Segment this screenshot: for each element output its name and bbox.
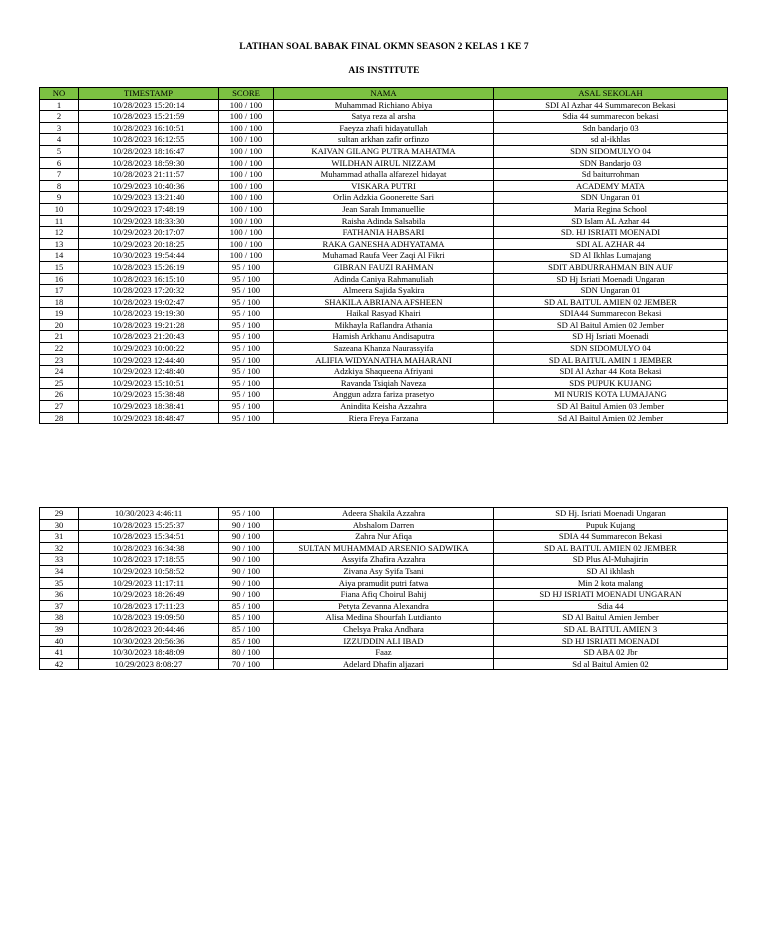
cell-timestamp: 10/28/2023 18:16:47 bbox=[79, 145, 219, 157]
cell-nama: Anindita Keisha Azzahra bbox=[274, 401, 494, 413]
table-row bbox=[40, 589, 728, 601]
cell-timestamp: 10/28/2023 17:20:32 bbox=[79, 285, 219, 297]
table-row bbox=[40, 169, 728, 181]
cell-no: 5 bbox=[40, 145, 79, 157]
cell-no: 7 bbox=[40, 169, 79, 181]
cell-score: 95 / 100 bbox=[219, 377, 274, 389]
table-row bbox=[40, 647, 728, 659]
cell-no: 2 bbox=[40, 111, 79, 123]
cell-asal-sekolah: SDN Bandarjo 03 bbox=[494, 157, 728, 169]
table-row bbox=[40, 261, 728, 273]
cell-no: 33 bbox=[40, 554, 79, 566]
cell-asal-sekolah: SD Al Baitul Amien Jember bbox=[494, 612, 728, 624]
cell-no: 9 bbox=[40, 192, 79, 204]
cell-score: 95 / 100 bbox=[219, 261, 274, 273]
cell-nama: IZZUDDIN ALI IBAD bbox=[274, 635, 494, 647]
cell-asal-sekolah: SDI Al Azhar 44 Kota Bekasi bbox=[494, 366, 728, 378]
cell-no: 15 bbox=[40, 261, 79, 273]
cell-timestamp: 10/29/2023 18:48:47 bbox=[79, 412, 219, 424]
cell-asal-sekolah: SD Plus Al-Muhajirin bbox=[494, 554, 728, 566]
cell-nama: Muhammad athalla alfarezel hidayat bbox=[274, 169, 494, 181]
table-row bbox=[40, 122, 728, 134]
cell-no: 35 bbox=[40, 577, 79, 589]
table-row bbox=[40, 145, 728, 157]
cell-asal-sekolah: Sd al Baitul Amien 02 bbox=[494, 658, 728, 670]
cell-nama: FATHANIA HABSARI bbox=[274, 227, 494, 239]
cell-timestamp: 10/29/2023 18:33:30 bbox=[79, 215, 219, 227]
cell-score: 100 / 100 bbox=[219, 145, 274, 157]
cell-score: 95 / 100 bbox=[219, 296, 274, 308]
cell-nama: Petyta Zevanna Alexandra bbox=[274, 600, 494, 612]
cell-nama: sultan arkhan zafir orfinzo bbox=[274, 134, 494, 146]
cell-score: 95 / 100 bbox=[219, 308, 274, 320]
cell-score: 90 / 100 bbox=[219, 589, 274, 601]
cell-nama: Muhammad Richiano Abiya bbox=[274, 99, 494, 111]
cell-score: 100 / 100 bbox=[219, 99, 274, 111]
cell-timestamp: 10/29/2023 20:17:07 bbox=[79, 227, 219, 239]
cell-score: 100 / 100 bbox=[219, 111, 274, 123]
cell-asal-sekolah: SDS PUPUK KUJANG bbox=[494, 377, 728, 389]
cell-score: 100 / 100 bbox=[219, 180, 274, 192]
cell-nama: Faeyza zhafi hidayatullah bbox=[274, 122, 494, 134]
cell-no: 21 bbox=[40, 331, 79, 343]
cell-no: 3 bbox=[40, 122, 79, 134]
table-row bbox=[40, 319, 728, 331]
cell-no: 30 bbox=[40, 519, 79, 531]
cell-score: 100 / 100 bbox=[219, 169, 274, 181]
cell-timestamp: 10/30/2023 19:54:44 bbox=[79, 250, 219, 262]
cell-timestamp: 10/28/2023 15:20:14 bbox=[79, 99, 219, 111]
table-row bbox=[40, 401, 728, 413]
cell-asal-sekolah: SD AL BAITUL AMIN 1 JEMBER bbox=[494, 354, 728, 366]
cell-score: 85 / 100 bbox=[219, 600, 274, 612]
cell-nama: Sazeana Khanza Naurassyifa bbox=[274, 343, 494, 355]
cell-nama: SULTAN MUHAMMAD ARSENIO SADWIKA bbox=[274, 542, 494, 554]
table-row bbox=[40, 519, 728, 531]
table-row bbox=[40, 134, 728, 146]
cell-asal-sekolah: SD AL BAITUL AMIEN 3 bbox=[494, 623, 728, 635]
cell-no: 13 bbox=[40, 238, 79, 250]
table-row bbox=[40, 273, 728, 285]
table-row bbox=[40, 354, 728, 366]
cell-nama: Zivana Asy Syifa Tsani bbox=[274, 565, 494, 577]
cell-nama: Adzkiya Shaqueena Afriyani bbox=[274, 366, 494, 378]
cell-nama: Fiana Afiq Choirul Bahij bbox=[274, 589, 494, 601]
cell-asal-sekolah: SD AL BAITUL AMIEN 02 JEMBER bbox=[494, 542, 728, 554]
cell-timestamp: 10/29/2023 10:00:22 bbox=[79, 343, 219, 355]
cell-no: 23 bbox=[40, 354, 79, 366]
cell-no: 40 bbox=[40, 635, 79, 647]
cell-timestamp: 10/28/2023 16:10:51 bbox=[79, 122, 219, 134]
results-table-part-2 bbox=[39, 507, 728, 670]
cell-score: 100 / 100 bbox=[219, 250, 274, 262]
table-row bbox=[40, 542, 728, 554]
cell-no: 31 bbox=[40, 531, 79, 543]
cell-asal-sekolah: SDN Ungaran 01 bbox=[494, 285, 728, 297]
cell-asal-sekolah: sd al-ikhlas bbox=[494, 134, 728, 146]
cell-timestamp: 10/28/2023 15:34:51 bbox=[79, 531, 219, 543]
table-row bbox=[40, 600, 728, 612]
cell-nama: Chelsya Praka Andhara bbox=[274, 623, 494, 635]
cell-no: 32 bbox=[40, 542, 79, 554]
cell-score: 95 / 100 bbox=[219, 331, 274, 343]
column-header-asal-sekolah: ASAL SEKOLAH bbox=[494, 88, 728, 100]
cell-asal-sekolah: SDI Al Azhar 44 Summarecon Bekasi bbox=[494, 99, 728, 111]
cell-no: 17 bbox=[40, 285, 79, 297]
cell-asal-sekolah: SD Hj Isriati Moenadi Ungaran bbox=[494, 273, 728, 285]
cell-no: 37 bbox=[40, 600, 79, 612]
cell-nama: ALIFIA WIDYANATHA MAHARANI bbox=[274, 354, 494, 366]
cell-asal-sekolah: Sd baiturrohman bbox=[494, 169, 728, 181]
cell-timestamp: 10/28/2023 16:15:10 bbox=[79, 273, 219, 285]
table-row bbox=[40, 99, 728, 111]
cell-timestamp: 10/28/2023 19:19:30 bbox=[79, 308, 219, 320]
cell-nama: WILDHAN AIRUL NIZZAM bbox=[274, 157, 494, 169]
cell-timestamp: 10/28/2023 15:26:19 bbox=[79, 261, 219, 273]
cell-timestamp: 10/30/2023 20:56:36 bbox=[79, 635, 219, 647]
cell-score: 95 / 100 bbox=[219, 366, 274, 378]
table-row bbox=[40, 577, 728, 589]
cell-asal-sekolah: SD Hj Isriati Moenadi bbox=[494, 331, 728, 343]
cell-score: 85 / 100 bbox=[219, 635, 274, 647]
table-row bbox=[40, 565, 728, 577]
cell-timestamp: 10/29/2023 12:44:40 bbox=[79, 354, 219, 366]
table-row bbox=[40, 238, 728, 250]
cell-timestamp: 10/28/2023 20:44:46 bbox=[79, 623, 219, 635]
cell-timestamp: 10/29/2023 8:08:27 bbox=[79, 658, 219, 670]
table-row bbox=[40, 623, 728, 635]
cell-score: 95 / 100 bbox=[219, 343, 274, 355]
cell-asal-sekolah: SDN SIDOMULYO 04 bbox=[494, 145, 728, 157]
cell-asal-sekolah: Sdn bandarjo 03 bbox=[494, 122, 728, 134]
cell-score: 95 / 100 bbox=[219, 285, 274, 297]
cell-no: 42 bbox=[40, 658, 79, 670]
table-row bbox=[40, 203, 728, 215]
table-row bbox=[40, 331, 728, 343]
cell-timestamp: 10/29/2023 20:18:25 bbox=[79, 238, 219, 250]
cell-timestamp: 10/29/2023 12:48:40 bbox=[79, 366, 219, 378]
table-row bbox=[40, 343, 728, 355]
cell-score: 95 / 100 bbox=[219, 401, 274, 413]
table-header-row bbox=[40, 88, 728, 100]
cell-score: 95 / 100 bbox=[219, 412, 274, 424]
cell-asal-sekolah: SDI AL AZHAR 44 bbox=[494, 238, 728, 250]
cell-asal-sekolah: SD Al Baitul Amien 03 Jember bbox=[494, 401, 728, 413]
cell-timestamp: 10/30/2023 4:46:11 bbox=[79, 508, 219, 520]
cell-timestamp: 10/28/2023 21:20:43 bbox=[79, 331, 219, 343]
cell-timestamp: 10/29/2023 10:40:36 bbox=[79, 180, 219, 192]
cell-score: 90 / 100 bbox=[219, 554, 274, 566]
cell-no: 38 bbox=[40, 612, 79, 624]
table-row bbox=[40, 554, 728, 566]
cell-no: 26 bbox=[40, 389, 79, 401]
cell-score: 90 / 100 bbox=[219, 531, 274, 543]
table-row bbox=[40, 531, 728, 543]
cell-score: 80 / 100 bbox=[219, 647, 274, 659]
cell-nama: Adinda Caniya Rahmanuliah bbox=[274, 273, 494, 285]
table-row bbox=[40, 180, 728, 192]
cell-asal-sekolah: SD. HJ ISRIATI MOENADI bbox=[494, 227, 728, 239]
cell-timestamp: 10/29/2023 15:10:51 bbox=[79, 377, 219, 389]
cell-score: 95 / 100 bbox=[219, 508, 274, 520]
cell-no: 27 bbox=[40, 401, 79, 413]
cell-nama: Jean Sarah Immanuellie bbox=[274, 203, 494, 215]
column-header-nama: NAMA bbox=[274, 88, 494, 100]
cell-score: 85 / 100 bbox=[219, 623, 274, 635]
document-title: LATIHAN SOAL BABAK FINAL OKMN SEASON 2 KELAS 1 KE 7 bbox=[239, 42, 529, 52]
cell-no: 12 bbox=[40, 227, 79, 239]
cell-asal-sekolah: SD Islam AL Azhar 44 bbox=[494, 215, 728, 227]
cell-timestamp: 10/28/2023 21:11:57 bbox=[79, 169, 219, 181]
cell-no: 11 bbox=[40, 215, 79, 227]
table-row bbox=[40, 366, 728, 378]
cell-score: 100 / 100 bbox=[219, 122, 274, 134]
cell-nama: KAIVAN GILANG PUTRA MAHATMA bbox=[274, 145, 494, 157]
cell-asal-sekolah: Sdia 44 summarecon bekasi bbox=[494, 111, 728, 123]
cell-nama: Satya reza al arsha bbox=[274, 111, 494, 123]
cell-nama: Almeera Sajida Syakira bbox=[274, 285, 494, 297]
cell-no: 6 bbox=[40, 157, 79, 169]
cell-no: 4 bbox=[40, 134, 79, 146]
cell-asal-sekolah: SDIT ABDURRAHMAN BIN AUF bbox=[494, 261, 728, 273]
cell-asal-sekolah: Sd Al Baitul Amien 02 Jember bbox=[494, 412, 728, 424]
table-row bbox=[40, 377, 728, 389]
cell-asal-sekolah: SD HJ ISRIATI MOENADI bbox=[494, 635, 728, 647]
cell-nama: SHAKILA ABRIANA AFSHEEN bbox=[274, 296, 494, 308]
results-table-part-1 bbox=[39, 87, 728, 424]
cell-no: 16 bbox=[40, 273, 79, 285]
cell-nama: Orlin Adzkia Goonerette Sari bbox=[274, 192, 494, 204]
cell-no: 1 bbox=[40, 99, 79, 111]
cell-asal-sekolah: Min 2 kota malang bbox=[494, 577, 728, 589]
table-row bbox=[40, 658, 728, 670]
cell-timestamp: 10/28/2023 19:09:50 bbox=[79, 612, 219, 624]
cell-score: 95 / 100 bbox=[219, 319, 274, 331]
cell-no: 36 bbox=[40, 589, 79, 601]
cell-score: 90 / 100 bbox=[219, 519, 274, 531]
cell-asal-sekolah: ACADEMY MATA bbox=[494, 180, 728, 192]
cell-asal-sekolah: SD Al Baitul Amien 02 Jember bbox=[494, 319, 728, 331]
cell-no: 24 bbox=[40, 366, 79, 378]
cell-nama: Alisa Medina Shourfah Lutdianto bbox=[274, 612, 494, 624]
cell-nama: Zahra Nur Afiqa bbox=[274, 531, 494, 543]
cell-asal-sekolah: Maria Regina School bbox=[494, 203, 728, 215]
cell-no: 41 bbox=[40, 647, 79, 659]
cell-score: 95 / 100 bbox=[219, 389, 274, 401]
cell-timestamp: 10/30/2023 18:48:09 bbox=[79, 647, 219, 659]
cell-no: 22 bbox=[40, 343, 79, 355]
table-row bbox=[40, 111, 728, 123]
cell-no: 39 bbox=[40, 623, 79, 635]
table-row bbox=[40, 612, 728, 624]
cell-timestamp: 10/29/2023 11:17:11 bbox=[79, 577, 219, 589]
cell-asal-sekolah: SD AL BAITUL AMIEN 02 JEMBER bbox=[494, 296, 728, 308]
table-row bbox=[40, 157, 728, 169]
cell-score: 100 / 100 bbox=[219, 215, 274, 227]
cell-nama: Faaz bbox=[274, 647, 494, 659]
cell-score: 90 / 100 bbox=[219, 542, 274, 554]
cell-asal-sekolah: Pupuk Kujang bbox=[494, 519, 728, 531]
table-row bbox=[40, 412, 728, 424]
cell-timestamp: 10/29/2023 10:58:52 bbox=[79, 565, 219, 577]
cell-asal-sekolah: MI NURIS KOTA LUMAJANG bbox=[494, 389, 728, 401]
column-header-score: SCORE bbox=[219, 88, 274, 100]
cell-no: 8 bbox=[40, 180, 79, 192]
cell-nama: Hamish Arkhanu Andisaputra bbox=[274, 331, 494, 343]
table-row bbox=[40, 250, 728, 262]
cell-score: 95 / 100 bbox=[219, 354, 274, 366]
cell-timestamp: 10/29/2023 18:26:49 bbox=[79, 589, 219, 601]
cell-nama: Raisha Adinda Salsabila bbox=[274, 215, 494, 227]
cell-nama: Mikhayla Raflandra Athania bbox=[274, 319, 494, 331]
column-header-timestamp: TIMESTAMP bbox=[79, 88, 219, 100]
cell-score: 95 / 100 bbox=[219, 273, 274, 285]
cell-timestamp: 10/28/2023 17:11:23 bbox=[79, 600, 219, 612]
cell-asal-sekolah: SD Al Ikhlas Lumajang bbox=[494, 250, 728, 262]
cell-timestamp: 10/28/2023 18:59:30 bbox=[79, 157, 219, 169]
cell-nama: Muhamad Raufa Veer Zaqi Al Fikri bbox=[274, 250, 494, 262]
table-row bbox=[40, 192, 728, 204]
cell-timestamp: 10/28/2023 16:12:55 bbox=[79, 134, 219, 146]
cell-timestamp: 10/29/2023 18:38:41 bbox=[79, 401, 219, 413]
cell-timestamp: 10/29/2023 17:48:19 bbox=[79, 203, 219, 215]
cell-asal-sekolah: Sdia 44 bbox=[494, 600, 728, 612]
cell-score: 100 / 100 bbox=[219, 192, 274, 204]
cell-asal-sekolah: SDN SIDOMULYO 04 bbox=[494, 343, 728, 355]
cell-no: 29 bbox=[40, 508, 79, 520]
cell-timestamp: 10/28/2023 15:25:37 bbox=[79, 519, 219, 531]
cell-timestamp: 10/28/2023 19:21:28 bbox=[79, 319, 219, 331]
cell-nama: Adelard Dhafin aljazari bbox=[274, 658, 494, 670]
cell-no: 28 bbox=[40, 412, 79, 424]
cell-no: 10 bbox=[40, 203, 79, 215]
cell-score: 100 / 100 bbox=[219, 238, 274, 250]
table-body-part-2 bbox=[40, 508, 728, 670]
table-row bbox=[40, 215, 728, 227]
cell-nama: Haikal Rasyad Khairi bbox=[274, 308, 494, 320]
cell-no: 25 bbox=[40, 377, 79, 389]
cell-nama: Assyifa Zhafira Azzahra bbox=[274, 554, 494, 566]
cell-asal-sekolah: SD ABA 02 Jbr bbox=[494, 647, 728, 659]
cell-score: 90 / 100 bbox=[219, 565, 274, 577]
cell-timestamp: 10/28/2023 19:02:47 bbox=[79, 296, 219, 308]
cell-nama: Adeera Shakila Azzahra bbox=[274, 508, 494, 520]
cell-timestamp: 10/29/2023 15:38:48 bbox=[79, 389, 219, 401]
cell-asal-sekolah: SD Al ikhlash bbox=[494, 565, 728, 577]
table-body-part-1 bbox=[40, 99, 728, 424]
table-row bbox=[40, 285, 728, 297]
cell-nama: Ravanda Tsiqiah Naveza bbox=[274, 377, 494, 389]
table-row bbox=[40, 296, 728, 308]
table-row bbox=[40, 308, 728, 320]
cell-asal-sekolah: SD Hj. Isriati Moenadi Ungaran bbox=[494, 508, 728, 520]
cell-nama: Aiya pramudit putri fatwa bbox=[274, 577, 494, 589]
cell-timestamp: 10/28/2023 15:21:59 bbox=[79, 111, 219, 123]
cell-no: 14 bbox=[40, 250, 79, 262]
cell-no: 19 bbox=[40, 308, 79, 320]
cell-asal-sekolah: SDIA44 Summarecon Bekasi bbox=[494, 308, 728, 320]
cell-score: 85 / 100 bbox=[219, 612, 274, 624]
cell-timestamp: 10/28/2023 17:18:55 bbox=[79, 554, 219, 566]
document-subtitle: AIS INSTITUTE bbox=[348, 66, 420, 76]
cell-timestamp: 10/29/2023 13:21:40 bbox=[79, 192, 219, 204]
cell-score: 70 / 100 bbox=[219, 658, 274, 670]
cell-asal-sekolah: SDN Ungaran 01 bbox=[494, 192, 728, 204]
cell-nama: VISKARA PUTRI bbox=[274, 180, 494, 192]
table-row bbox=[40, 508, 728, 520]
cell-no: 18 bbox=[40, 296, 79, 308]
cell-nama: GIBRAN FAUZI RAHMAN bbox=[274, 261, 494, 273]
table-row bbox=[40, 389, 728, 401]
table-row bbox=[40, 227, 728, 239]
column-header-no: NO bbox=[40, 88, 79, 100]
cell-score: 100 / 100 bbox=[219, 203, 274, 215]
cell-asal-sekolah: SDIA 44 Summarecon Bekasi bbox=[494, 531, 728, 543]
cell-asal-sekolah: SD HJ ISRIATI MOENADI UNGARAN bbox=[494, 589, 728, 601]
cell-nama: Abshalom Darren bbox=[274, 519, 494, 531]
table-row bbox=[40, 635, 728, 647]
cell-nama: RAKA GANESHA ADHYATAMA bbox=[274, 238, 494, 250]
cell-nama: Riera Freya Farzana bbox=[274, 412, 494, 424]
cell-score: 90 / 100 bbox=[219, 577, 274, 589]
cell-score: 100 / 100 bbox=[219, 134, 274, 146]
cell-timestamp: 10/28/2023 16:34:38 bbox=[79, 542, 219, 554]
cell-score: 100 / 100 bbox=[219, 227, 274, 239]
cell-score: 100 / 100 bbox=[219, 157, 274, 169]
cell-no: 20 bbox=[40, 319, 79, 331]
cell-no: 34 bbox=[40, 565, 79, 577]
cell-nama: Anggun adzra fariza prasetyo bbox=[274, 389, 494, 401]
